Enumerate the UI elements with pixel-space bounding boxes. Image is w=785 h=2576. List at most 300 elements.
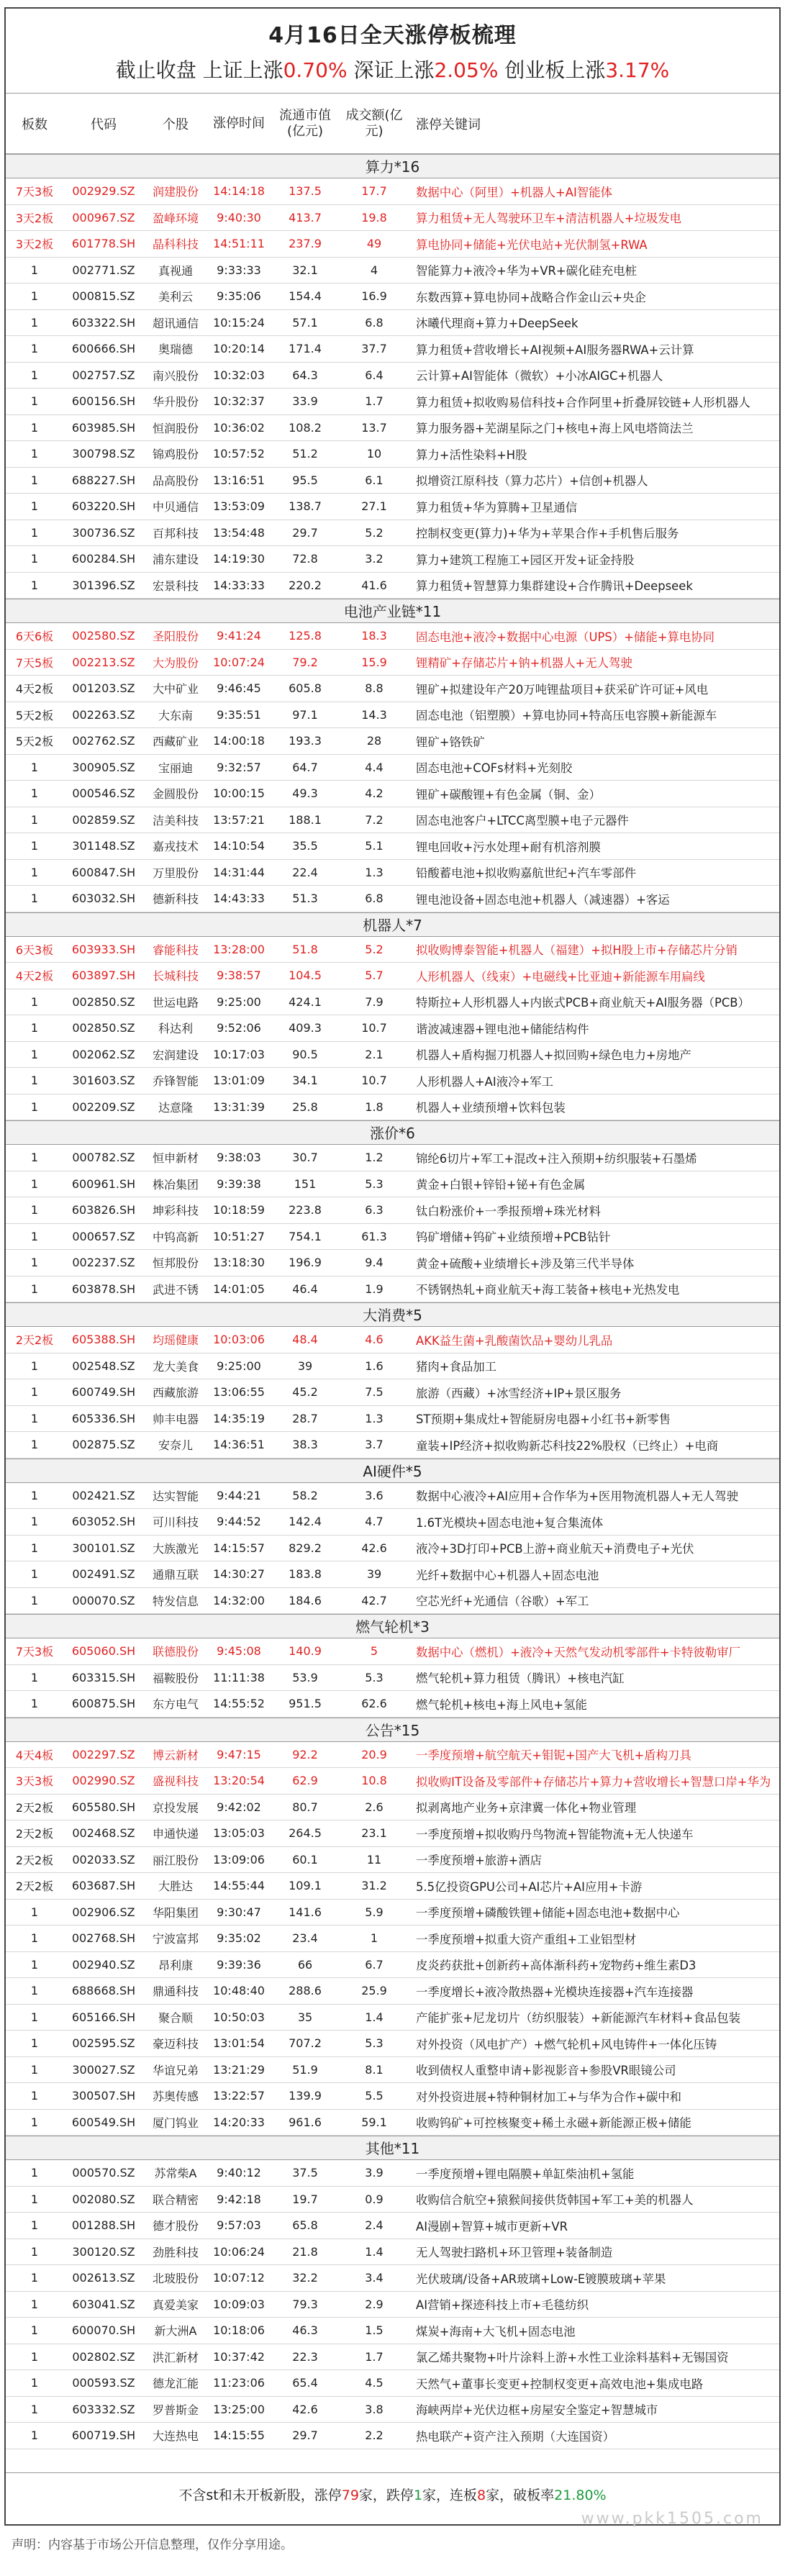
stock-name: 超讯通信: [152, 316, 199, 330]
stock-name: 万里股份: [152, 866, 199, 880]
table-row: [6, 1042, 779, 1069]
stock-code: 002613.SZ: [72, 2271, 135, 2285]
table-row: [6, 2318, 779, 2344]
cyb-change: 3.17%: [605, 58, 670, 82]
stock-code: 000815.SZ: [72, 289, 135, 304]
board-count: 1: [30, 1385, 39, 1400]
board-count: 1: [30, 315, 39, 330]
turnover: 0.9: [365, 2192, 384, 2206]
turnover: 3.6: [365, 1488, 384, 1502]
keywords: 拟剥离地产业务+京津冀一体化+物业管理: [416, 1801, 637, 1815]
keywords: 数据中心液冷+AI应用+合作华为+医用物流机器人+无人驾驶: [416, 1489, 738, 1504]
header-time: 涨停时间: [213, 115, 265, 131]
table-row: [6, 1638, 779, 1665]
stock-code: 600749.SH: [71, 1385, 136, 1400]
limit-up-time: 13:06:55: [213, 1385, 265, 1400]
stock-code: 002757.SZ: [72, 368, 135, 382]
market-cap: 29.7: [292, 2428, 318, 2443]
stock-code: 002595.SZ: [72, 2036, 135, 2051]
turnover: 1.7: [365, 394, 384, 409]
keywords: 人形机器人（线束）+电磁线+比亚迪+新能源车用扁线: [416, 969, 705, 984]
keywords: 收购信合航空+猿猴间接供货韩国+军工+美的机器人: [416, 2193, 694, 2208]
turnover: 37.7: [361, 342, 387, 356]
stock-code: 002580.SZ: [72, 629, 135, 643]
limit-up-time: 9:30:47: [217, 1905, 261, 1919]
limit-up-time: 10:18:59: [213, 1203, 265, 1217]
keywords: 智能算力+液冷+华为+VR+碳化硅充电桩: [416, 264, 637, 278]
market-cap: 220.2: [289, 578, 322, 592]
table-row: [6, 1327, 779, 1353]
stock-code: 002080.SZ: [72, 2192, 135, 2206]
stock-name: 株冶集团: [152, 1177, 199, 1192]
stock-code: 605060.SH: [71, 1644, 136, 1659]
keywords: 铅酸蓄电池+拟收购嘉航世纪+汽车零部件: [416, 866, 637, 881]
table-row: [6, 1952, 779, 1979]
stock-code: 688668.SH: [71, 1984, 136, 1998]
board-count: 1: [30, 2297, 39, 2311]
market-cap: 90.5: [292, 1047, 318, 1061]
stock-code: 002491.SZ: [72, 1567, 135, 1582]
stock-name: 丽江股份: [152, 1853, 199, 1867]
board-count: 3天3板: [15, 1774, 54, 1789]
keywords: 机器人+盾构掘刀机器人+拟回购+绿色电力+房地产: [416, 1048, 691, 1063]
table-header: [6, 94, 779, 154]
limit-up-time: 14:43:33: [213, 892, 265, 906]
table-row: [6, 494, 779, 520]
sections: [6, 154, 779, 2449]
limit-up-time: 13:01:09: [213, 1074, 265, 1088]
stock-code: 300905.SZ: [72, 760, 135, 774]
stock-name: 真视通: [158, 263, 193, 278]
board-count: 1: [30, 2010, 39, 2024]
turnover: 10.7: [361, 1021, 387, 1035]
board-count: 1: [30, 368, 39, 382]
limit-up-time: 10:20:14: [213, 342, 265, 356]
limit-up-time: 10:50:03: [213, 2010, 265, 2024]
sz-change: 2.05%: [434, 58, 499, 82]
limit-up-time: 10:17:03: [213, 1047, 265, 1061]
limit-up-time: 9:41:24: [217, 629, 261, 643]
board-count: 1: [30, 865, 39, 879]
keywords: 锦纶6切片+军工+混改+注入预期+纺织服装+石墨烯: [416, 1151, 697, 1166]
board-count: 1: [30, 342, 39, 356]
board-count: 3天2板: [15, 237, 54, 252]
market-cap: 409.3: [289, 1021, 322, 1035]
turnover: 2.2: [365, 2428, 384, 2443]
stock-code: 603332.SZ: [72, 2402, 135, 2416]
stock-code: 688227.SH: [71, 473, 136, 487]
limit-up-time: 9:52:06: [217, 1021, 261, 1035]
limit-up-time: 10:18:06: [213, 2323, 265, 2338]
limit-up-time: 10:48:40: [213, 1984, 265, 1998]
market-cap: 35: [297, 2010, 313, 2024]
stock-code: 603041.SZ: [72, 2297, 135, 2311]
stock-code: 605336.SH: [71, 1411, 136, 1425]
board-count: 1: [30, 839, 39, 853]
table-row: [6, 2213, 779, 2239]
stock-code: 002850.SZ: [72, 1021, 135, 1035]
board-count: 5天2板: [15, 735, 54, 749]
board-count: 4天2板: [15, 682, 54, 697]
turnover: 1.3: [365, 1411, 384, 1425]
table-row: [6, 1742, 779, 1769]
limit-up-time: 13:16:51: [213, 473, 265, 487]
market-cap: 196.9: [289, 1256, 322, 1270]
table-row: [6, 1978, 779, 2005]
limit-up-time: 14:20:33: [213, 2115, 265, 2129]
turnover: 2.6: [365, 1800, 384, 1814]
table-row: [6, 415, 779, 442]
market-cap: 51.9: [292, 2062, 318, 2077]
turnover: 5.7: [365, 969, 384, 983]
limit-up-time: 9:40:12: [217, 2166, 261, 2180]
table-row: [6, 1768, 779, 1795]
table-row: [6, 781, 779, 807]
market-cap: 48.4: [292, 1333, 318, 1347]
limit-up-time: 10:06:24: [213, 2244, 265, 2259]
header-code: 代码: [91, 117, 117, 132]
stock-name: 润建股份: [152, 185, 199, 199]
table-row: [6, 650, 779, 676]
market-cap: 154.4: [289, 289, 322, 304]
stock-code: 000593.SZ: [72, 2376, 135, 2390]
stock-name: 厦门钨业: [152, 2115, 199, 2130]
turnover: 1.2: [365, 1151, 384, 1165]
market-cap: 22.4: [292, 865, 318, 879]
limit-up-time: 13:28:00: [213, 942, 265, 956]
limit-up-time: 9:35:06: [217, 289, 261, 304]
limit-up-time: 9:40:30: [217, 210, 261, 225]
market-cap: 237.9: [289, 237, 322, 251]
board-count: 1: [30, 1256, 39, 1270]
turnover: 6.7: [365, 1957, 384, 1972]
header-stock: 个股: [163, 117, 189, 132]
market-cap: 35.5: [292, 839, 318, 853]
stock-name: 豪迈科技: [152, 2037, 199, 2051]
turnover: 3.9: [365, 2166, 384, 2180]
keywords: 特斯拉+人形机器人+内嵌式PCB+商业航天+AI服务器（PCB）: [416, 996, 750, 1010]
turnover: 19.8: [361, 210, 387, 225]
turnover: 5.3: [365, 1176, 384, 1191]
keywords: 算电协同+储能+光伏电站+光伏制氢+RWA: [416, 237, 648, 252]
stock-name: 嘉戎技术: [152, 840, 199, 854]
market-cap: 23.4: [292, 1931, 318, 1946]
market-cap: 72.8: [292, 552, 318, 566]
limit-up-time: 10:51:27: [213, 1229, 265, 1243]
limit-up-time: 10:37:42: [213, 2349, 265, 2364]
keywords: 钛白粉涨价+一季报预增+珠光材料: [416, 1204, 601, 1218]
table-row: [6, 284, 779, 310]
stock-code: 000967.SZ: [72, 210, 135, 225]
turnover: 4.7: [365, 1515, 384, 1529]
stock-code: 300507.SH: [71, 2089, 136, 2103]
board-count: 1: [30, 1931, 39, 1946]
turnover: 9.4: [365, 1256, 384, 1270]
board-count: 1: [30, 1176, 39, 1191]
table-row: [6, 389, 779, 415]
table-row: [6, 178, 779, 205]
stock-code: 300798.SZ: [72, 447, 135, 461]
stock-code: 000546.SZ: [72, 786, 135, 801]
stock-code: 002929.SZ: [72, 184, 135, 199]
stock-code: 001288.SH: [71, 2218, 136, 2233]
turnover: 20.9: [361, 1747, 387, 1761]
keywords: 收购钨矿+可控核聚变+稀土永磁+新能源正极+储能: [416, 2116, 691, 2131]
turnover: 10.7: [361, 1074, 387, 1088]
limit-up-time: 10:57:52: [213, 447, 265, 461]
board-count: 1: [30, 2376, 39, 2390]
keywords: 算力租赁+拟收购易信科技+合作阿里+折叠屏铰链+人形机器人: [416, 395, 750, 409]
limit-up-time: 13:54:48: [213, 525, 265, 540]
limit-up-time: 13:22:57: [213, 2089, 265, 2103]
table-row: [6, 441, 779, 468]
limit-up-time: 10:36:02: [213, 420, 265, 435]
market-cap: 51.8: [292, 942, 318, 956]
table-row: [6, 1406, 779, 1433]
market-cap: 64.7: [292, 760, 318, 774]
board-count: 1: [30, 1411, 39, 1425]
board-count: 2天2板: [15, 1333, 54, 1348]
table-row: [6, 363, 779, 389]
market-cap: 108.2: [289, 420, 322, 435]
keywords: 一季度预增+磷酸铁锂+储能+固态电池+数据中心: [416, 1906, 680, 1920]
limit-up-time: 9:38:03: [217, 1151, 261, 1165]
stock-name: 安奈儿: [158, 1438, 193, 1453]
stock-name: 洪汇新材: [152, 2350, 199, 2364]
market-cap: 65.4: [292, 2376, 318, 2390]
keywords: 机器人+业绩预增+饮料包装: [416, 1101, 566, 1115]
stock-code: 001203.SZ: [72, 681, 135, 696]
market-cap: 961.6: [289, 2115, 322, 2129]
stock-code: 002771.SZ: [72, 263, 135, 277]
limit-up-time: 9:39:38: [217, 1176, 261, 1191]
table-row: [6, 1820, 779, 1847]
turnover: 28: [366, 734, 382, 748]
market-cap: 58.2: [292, 1488, 318, 1502]
section-title: 涨价*6: [6, 1120, 779, 1145]
keywords: 一季度预增+锂电隔膜+单缸柴油机+氢能: [416, 2167, 635, 2181]
keywords: 算力租赁+智慧算力集群建设+合作腾讯+Deepseek: [416, 579, 693, 594]
limit-up-time: 9:25:00: [217, 1359, 261, 1373]
keywords: 锂矿+碳酸锂+有色金属（铜、金）: [416, 787, 601, 802]
limit-up-time: 11:23:06: [213, 2376, 265, 2390]
page-title: 4月16日全天涨停板梳理: [268, 23, 517, 48]
limit-up-time: 9:47:15: [217, 1747, 261, 1761]
table-row: [6, 2031, 779, 2057]
stock-code: 600719.SH: [71, 2428, 136, 2443]
turnover: 3.4: [365, 2271, 384, 2285]
turnover: 3.2: [365, 552, 384, 566]
market-cap: 829.2: [289, 1541, 322, 1555]
stock-code: 603933.SH: [71, 942, 136, 956]
stock-name: 中贝通信: [152, 500, 199, 514]
keywords: 一季度增长+液冷散热器+光模块连接器+汽车连接器: [416, 1985, 694, 1999]
market-cap: 46.3: [292, 2323, 318, 2338]
market-cap: 125.8: [289, 629, 322, 643]
stock-name: 大中矿业: [152, 682, 199, 697]
turnover: 18.3: [361, 629, 387, 643]
stock-name: 德才股份: [152, 2219, 199, 2233]
keywords: 海峡两岸+光伏边框+房屋安全鉴定+智慧城市: [416, 2403, 658, 2418]
table-row: [6, 833, 779, 860]
market-cap: 32.1: [292, 263, 318, 277]
turnover: 25.9: [361, 1984, 387, 1998]
stock-name: 均瑶健康: [152, 1333, 199, 1348]
limit-up-time: 14:15:57: [213, 1541, 265, 1555]
stock-name: 洁美科技: [152, 813, 199, 827]
stock-name: 恒申新材: [152, 1151, 199, 1166]
limit-up-time: 13:25:00: [213, 2402, 265, 2416]
limit-up-time: 13:20:54: [213, 1774, 265, 1788]
consecutive-count: 8: [477, 2487, 486, 2503]
section-title: AI硬件*5: [6, 1459, 779, 1483]
stock-name: 博云新材: [152, 1748, 199, 1762]
limit-up-time: 9:57:03: [217, 2218, 261, 2233]
limit-up-time: 11:11:38: [213, 1670, 265, 1684]
market-cap: 193.3: [289, 734, 322, 748]
stock-code: 301396.SZ: [72, 578, 135, 592]
turnover: 10: [366, 447, 382, 461]
table-row: [6, 1224, 779, 1251]
turnover: 1.4: [365, 2244, 384, 2259]
market-cap: 138.7: [289, 499, 322, 514]
stock-name: 东方电气: [152, 1697, 199, 1712]
section-title: 公告*15: [6, 1718, 779, 1742]
limit-up-time: 10:00:15: [213, 786, 265, 801]
stock-code: 603220.SH: [71, 499, 136, 514]
limit-up-time: 9:32:57: [217, 760, 261, 774]
limit-up-time: 14:00:18: [213, 734, 265, 748]
market-cap: 92.2: [292, 1747, 318, 1761]
disclaimer: 声明：内容基于市场公开信息整理，仅作分享用途。: [12, 2538, 293, 2552]
market-cap: 32.2: [292, 2271, 318, 2285]
stock-code: 002209.SZ: [72, 1099, 135, 1114]
stock-name: 京投发展: [152, 1800, 199, 1815]
turnover: 8.1: [365, 2062, 384, 2077]
board-count: 1: [30, 1203, 39, 1217]
table-row: [6, 205, 779, 232]
stock-name: 宝丽迪: [158, 761, 193, 775]
keywords: 黄金+白银+锌铅+铋+有色金属: [416, 1178, 586, 1192]
stock-name: 德新科技: [152, 892, 199, 907]
stock-name: 圣阳股份: [152, 630, 199, 644]
table-row: [6, 1094, 779, 1121]
stock-name: 宏景科技: [152, 579, 199, 593]
turnover: 1.3: [365, 865, 384, 879]
stock-code: 002468.SZ: [72, 1826, 135, 1841]
stock-name: 长城科技: [152, 969, 199, 984]
turnover: 6.8: [365, 315, 384, 330]
board-count: 1: [30, 2244, 39, 2259]
market-cap: 39: [297, 1359, 313, 1373]
keywords: 无人驾驶扫路机+环卫管理+装备制造: [416, 2246, 613, 2260]
keywords: 液冷+3D打印+PCB上游+商业航天+消费电子+光伏: [416, 1542, 694, 1556]
keywords: 固态电池+COFs材料+光刻胶: [416, 761, 573, 776]
stock-name: 盛视科技: [152, 1774, 199, 1789]
stock-name: 中钨高新: [152, 1230, 199, 1244]
market-cap: 140.9: [289, 1644, 322, 1659]
table-row: [6, 2110, 779, 2136]
stock-name: 聚合顺: [158, 2010, 193, 2025]
turnover: 42.6: [361, 1541, 387, 1555]
stock-name: 联德股份: [152, 1645, 199, 1659]
keywords: 空芯光纤+光通信（谷歌）+军工: [416, 1595, 589, 1609]
turnover: 2.1: [365, 1047, 384, 1061]
stock-name: 帅丰电器: [152, 1412, 199, 1426]
table-row: [6, 860, 779, 886]
stock-code: 301603.SZ: [72, 1074, 135, 1088]
turnover: 62.6: [361, 1697, 387, 1711]
keywords: 光伏玻璃/设备+AR玻璃+Low-E镀膜玻璃+苹果: [416, 2272, 666, 2286]
table-row: [6, 623, 779, 650]
limit-up-time: 13:05:03: [213, 1826, 265, 1841]
table-row: [6, 2187, 779, 2213]
board-count: 1: [30, 1541, 39, 1555]
turnover: 5.3: [365, 2036, 384, 2051]
turnover: 39: [366, 1567, 382, 1582]
table-row: [6, 1432, 779, 1459]
board-count: 1: [30, 2192, 39, 2206]
market-cap: 30.7: [292, 1151, 318, 1165]
keywords: 一季度预增+航空航天+钼铌+国产大飞机+盾构刀具: [416, 1749, 691, 1763]
keywords: 产能扩张+尼龙切片（纺织服装）+新能源汽车材料+食品包装: [416, 2011, 740, 2026]
market-cap: 137.5: [289, 184, 322, 199]
stock-name: 美利云: [158, 290, 193, 304]
limit-up-time: 9:33:33: [217, 263, 261, 277]
board-count: 2天2板: [15, 1827, 54, 1841]
board-count: 2天2板: [15, 1879, 54, 1894]
stock-name: 南兴股份: [152, 368, 199, 383]
stock-code: 600549.SH: [71, 2115, 136, 2129]
table-row: [6, 1353, 779, 1380]
table-row: [6, 1847, 779, 1874]
turnover: 10.8: [361, 1774, 387, 1788]
table-row: [6, 2057, 779, 2084]
market-cap: 60.1: [292, 1852, 318, 1867]
stock-code: 601778.SH: [71, 237, 136, 251]
keywords: 对外投资进展+特种铜材加工+与华为合作+碳中和: [416, 2090, 682, 2104]
board-count: 3天2板: [15, 211, 54, 225]
limit-up-time: 9:38:57: [217, 969, 261, 983]
market-cap: 288.6: [289, 1984, 322, 1998]
table-row: [6, 1197, 779, 1224]
turnover: 14.3: [361, 707, 387, 722]
turnover: 1.5: [365, 2323, 384, 2338]
table-row: [6, 702, 779, 729]
stock-code: 002850.SZ: [72, 994, 135, 1009]
market-cap: 151: [294, 1176, 317, 1191]
stock-code: 300101.SZ: [72, 1541, 135, 1555]
subtitle-text-2: 深证上涨: [347, 58, 435, 82]
keywords: 固态电池+液冷+数据中心电源（UPS）+储能+算电协同: [416, 630, 715, 644]
board-count: 1: [30, 289, 39, 304]
limit-up-time: 10:32:03: [213, 368, 265, 382]
section-title: 电池产业链*11: [6, 599, 779, 623]
board-count: 1: [30, 994, 39, 1009]
market-cap: 45.2: [292, 1385, 318, 1400]
market-cap: 57.1: [292, 315, 318, 330]
turnover: 4.6: [365, 1333, 384, 1347]
limit-up-time: 14:15:55: [213, 2428, 265, 2443]
market-cap: 62.9: [292, 1774, 318, 1788]
stock-name: 恒润股份: [152, 421, 199, 435]
stock-code: 002237.SZ: [72, 1256, 135, 1270]
watermark: www.pkk1505.com: [581, 2510, 763, 2528]
market-cap: 34.1: [292, 1074, 318, 1088]
market-cap: 97.1: [292, 707, 318, 722]
limit-up-time: 9:44:52: [217, 1515, 261, 1529]
keywords: 算力服务器+芜湖星际之门+核电+海上风电塔筒法兰: [416, 422, 694, 436]
